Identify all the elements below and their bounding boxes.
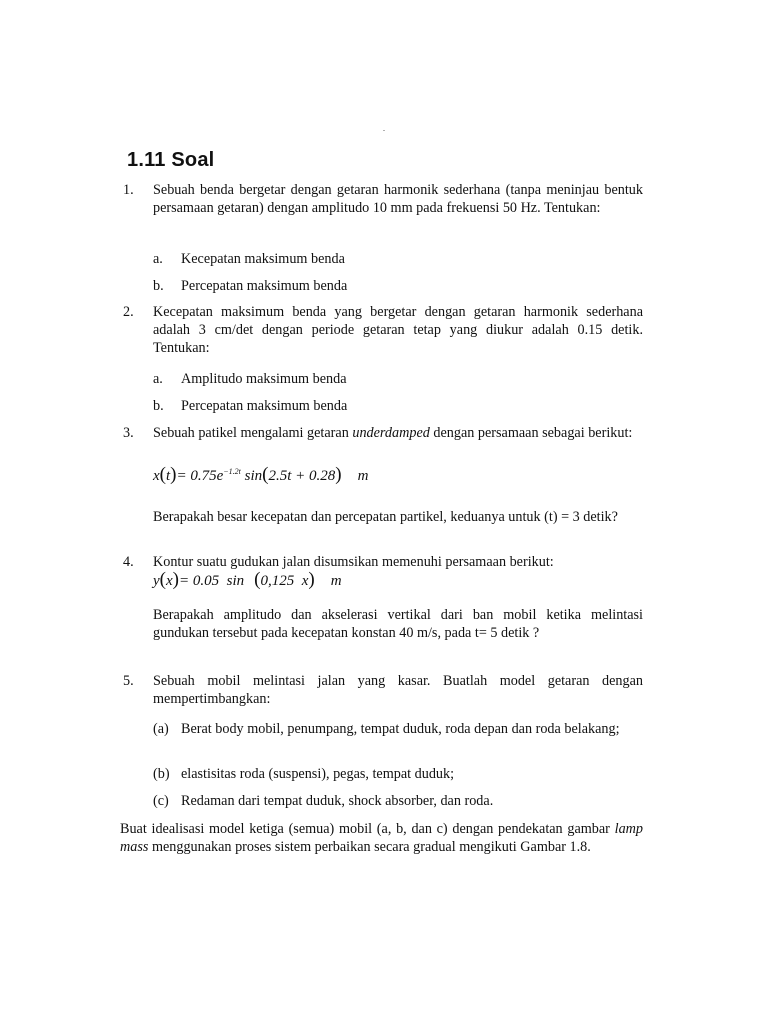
question-2-text: Kecepatan maksimum benda yang bergetar dengan getaran harmonik sederhana adalah 3 cm/det dengan periode getaran tetap yang diukur adalah 0.15 detik. Tentukan: (153, 304, 643, 356)
q4-eq-lhs: y (153, 573, 160, 589)
question-3-text-before: Sebuah patikel mengalami getaran (153, 425, 353, 441)
question-5-item-a-text: Berat body mobil, penumpang, tempat duduk, roda depan dan roda belakang; (181, 721, 620, 737)
question-2-item-a-text: Amplitudo maksimum benda (181, 371, 347, 387)
question-3-text-after: dengan persamaan sebagai berikut: (429, 425, 633, 441)
question-4-number: 4. (123, 554, 134, 570)
closing-text-before: Buat idealisasi model ketiga (semua) mobil (a, b, dan c) dengan pendekatan gambar (120, 821, 615, 837)
q4-eq-unit: m (330, 573, 342, 589)
question-5-item-b-label: (b) (153, 766, 170, 782)
question-3-text (153, 424, 643, 442)
question-4-text: Kontur suatu gudukan jalan disumsikan memenuhi persamaan berikut: (153, 554, 554, 570)
q3-eq-var: t (166, 468, 171, 484)
q4-eq-var: x (166, 573, 173, 589)
question-1-number: 1. (123, 182, 134, 198)
question-1-item-b-text: Percepatan maksimum benda (181, 278, 348, 294)
question-5-item-c-label: (c) (153, 793, 169, 809)
question-3-text-italic: underdamped (352, 425, 430, 441)
question-5-item-c-text: Redaman dari tempat duduk, shock absorber, dan roda. (181, 793, 494, 809)
q3-eq-lhs: x (153, 468, 160, 484)
q4-eq-arg: 0,125 x (260, 573, 309, 589)
closing-paragraph (120, 820, 643, 856)
question-2-item-a-label: a. (153, 371, 163, 387)
scan-speck (383, 130, 385, 131)
question-5-item-b-text: elastisitas roda (suspensi), pegas, tempat duduk; (181, 766, 455, 782)
question-3-follow-text: Berapakah besar kecepatan dan percepatan partikel, keduanya untuk (t) = 3 detik? (153, 509, 618, 525)
question-1-item-b-label: b. (153, 278, 164, 294)
question-5-number: 5. (123, 673, 134, 689)
question-3-equation: $x(t)= 0.75e^{-1.2t}$ sin(2.5t + 0.28) m (153, 464, 369, 485)
q4-eq-rhs: = 0.05 sin (179, 573, 245, 589)
question-1-item-a-text: Kecepatan maksimum benda (181, 251, 345, 267)
question-3-number: 3. (123, 425, 134, 441)
section-heading: 1.11 Soal (127, 149, 215, 171)
closing-text-after: menggunakan proses sistem perbaikan secara gradual mengikuti Gambar 1.8. (148, 839, 591, 855)
question-5-text: Sebuah mobil melintasi jalan yang kasar. Buatlah model getaran dengan mempertimbangkan: (153, 673, 643, 707)
q3-eq-exponent: −1.2t (223, 467, 241, 476)
q3-eq-func: sin (240, 468, 263, 484)
question-2-item-b-label: b. (153, 398, 164, 414)
q3-eq-coef: = 0.75e (176, 468, 224, 484)
question-5-item-a-label: (a) (153, 721, 169, 737)
question-2-number: 2. (123, 304, 134, 320)
question-1-text: Sebuah benda bergetar dengan getaran harmonik sederhana (tanpa meninjau bentuk persamaan getaran) dengan amplitudo 10 mm pada frekuensi 50 Hz. Tentukan: (153, 182, 643, 216)
closing-text-italic: lamp mass (120, 821, 643, 855)
q3-eq-arg: 2.5t + 0.28 (268, 468, 336, 484)
question-1-item-a-label: a. (153, 251, 163, 267)
question-2-item-b-text: Percepatan maksimum benda (181, 398, 348, 414)
question-4-follow-text: Berapakah amplitudo dan akselerasi vertikal dari ban mobil ketika melintasi gundukan tersebut pada kecepatan konstan 40 m/s, pada t= 5 detik ? (153, 607, 643, 641)
q3-eq-unit: m (357, 468, 369, 484)
question-4-equation: y(x)= 0.05 sin (0,125 x) m (153, 569, 342, 590)
